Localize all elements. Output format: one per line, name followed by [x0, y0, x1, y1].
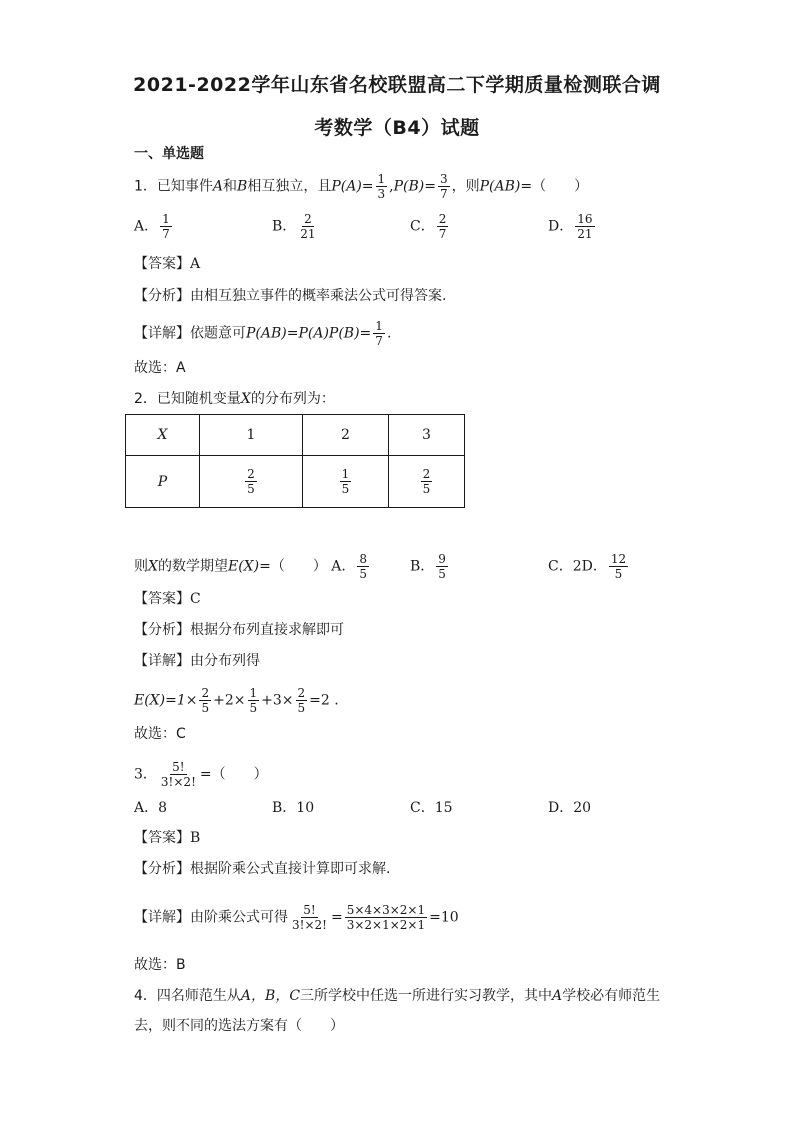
- q3-option-a: A．8: [134, 800, 168, 816]
- table-cell: 3: [389, 415, 465, 456]
- q2-stem: 2．已知随机变量X的分布列为：: [134, 391, 335, 407]
- exam-title-line-1: 2021-2022学年山东省名校联盟高二下学期质量检测联合调: [133, 74, 661, 96]
- table-cell: $\frac{2}{5}$: [200, 456, 303, 508]
- table-head-p: P: [126, 456, 200, 508]
- table-cell: $\frac{1}{5}$: [303, 456, 389, 508]
- q2-option-cd: C．2D． $\frac{12}{5}$: [548, 552, 627, 581]
- q1-detail: 【详解】依题意可P(AB)=P(A)P(B)= $\frac{1}{7}$ .: [134, 319, 392, 348]
- q3-option-d: D．20: [548, 800, 592, 816]
- table-cell: $\frac{2}{5}$: [389, 456, 465, 508]
- q1-stem: 1．已知事件A和B相互独立，且P(A)= $\frac{1}{3}$ ,P(B)= $\frac{3}{7}$ ，则P(AB)=（ ）: [134, 172, 589, 201]
- table-cell: 2: [303, 415, 389, 456]
- q1-option-b: B． $\frac{2}{21}$: [272, 212, 316, 241]
- table-row: [126, 415, 465, 456]
- q1-frac-pb: $\frac{3}{7}$: [440, 172, 448, 201]
- q2-answer: 【答案】C: [134, 591, 201, 607]
- q1-choice: 故选：A: [134, 360, 186, 376]
- q2-calculation: E(X)=1× $\frac{2}{5}$ +2× $\frac{1}{5}$ +3× $\frac{2}{5}$ =2 .: [134, 686, 339, 715]
- q1-option-d: D． $\frac{16}{21}$: [548, 212, 593, 241]
- q3-answer: 【答案】B: [134, 830, 201, 846]
- q3-choice: 故选：B: [134, 957, 186, 973]
- q3-option-c: C．15: [410, 800, 453, 816]
- table-cell: 1: [200, 415, 303, 456]
- q2-analysis: 【分析】根据分布列直接求解即可: [134, 622, 344, 638]
- q3-detail: 【详解】由阶乘公式可得 $\frac{5!}{3!\times 2!}$ = $\frac{5\times 4\times 3\times 2\times 1}{3\times 2\times 1\times 2\times 1}$ =10: [134, 903, 459, 932]
- q1-option-a: A． $\frac{1}{7}$: [134, 212, 170, 241]
- exam-title-line-2: 考数学（B4）试题: [314, 117, 480, 139]
- q3-analysis: 【分析】根据阶乘公式直接计算即可求解.: [134, 861, 391, 877]
- q2-distribution-table: [125, 414, 465, 508]
- table-row: [126, 456, 465, 508]
- q4-stem-line-1: 4．四名师范生从A，B，C三所学校中任选一所进行实习教学，其中A学校必有师范生: [134, 988, 661, 1004]
- q2-choice: 故选：C: [134, 726, 186, 742]
- q1-analysis: 【分析】由相互独立事件的概率乘法公式可得答案.: [134, 288, 447, 304]
- q2-question: 则X的数学期望E(X)=（ ） A． $\frac{8}{5}$: [134, 552, 368, 581]
- q1-option-c: C． $\frac{2}{7}$: [410, 212, 447, 241]
- q2-detail: 【详解】由分布列得: [134, 653, 260, 669]
- q2-option-b: B． $\frac{9}{5}$: [410, 552, 446, 581]
- q3-option-b: B．10: [272, 800, 315, 816]
- q4-stem-line-2: 去，则不同的选法方案有（ ）: [134, 1018, 344, 1034]
- q3-stem: 3． $\frac{5!}{3!\times 2!}$ =（ ）: [134, 760, 268, 789]
- section-heading: 一、单选题: [134, 146, 204, 162]
- q1-answer: 【答案】A: [134, 256, 201, 272]
- table-head-x: X: [126, 415, 200, 456]
- q1-frac-pa: $\frac{1}{3}$: [377, 172, 386, 201]
